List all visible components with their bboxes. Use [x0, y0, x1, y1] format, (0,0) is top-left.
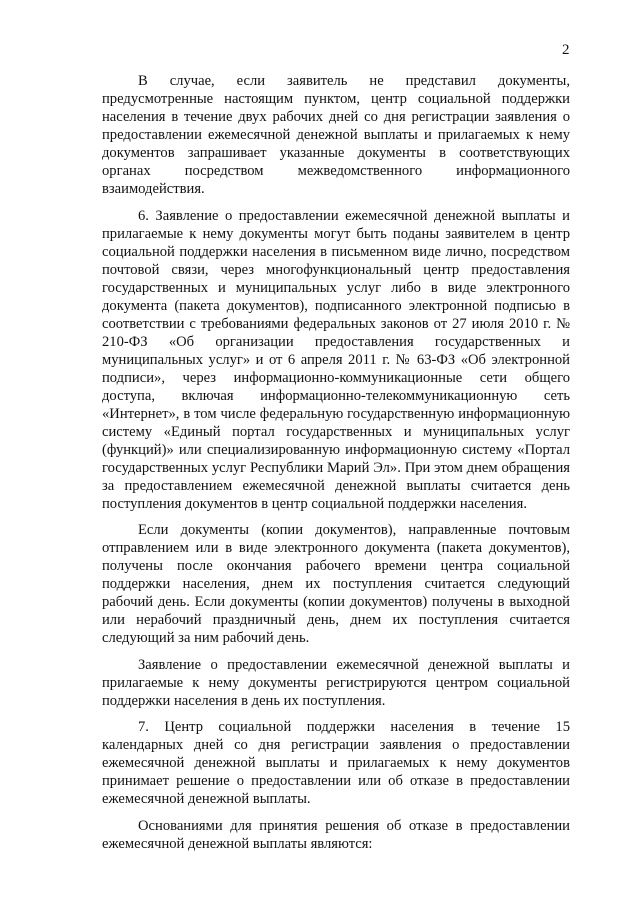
page-number: 2: [562, 42, 570, 58]
paragraph-2: 6. Заявление о предоставлении ежемесячной денежной выплаты и прилагаемые к нему документы могут быть поданы заявителем в центр социальной поддержки населения в письменном виде лично, посредством почтовой связи, через многофункциональный центр предоставления государственных и муниципальных услуг либо в виде электронного документа (пакета документов), подписанного электронной подписью в соответствии с требованиями федеральных законов от 27 июля 2010 г. № 210-ФЗ «Об организации предоставления государственных и муниципальных услуг» и от 6 апреля 2011 г. № 63-ФЗ «Об электронной подписи», через информационно-коммуникационные сети общего доступа, включая информационно-телекоммуникационную сеть «Интернет», в том числе федеральную государственную информационную систему «Единый портал государственных и муниципальных услуг (функций)» или специализированную информационную систему «Портал государственных услуг Республики Марий Эл». При этом днем обращения за предоставлением ежемесячной денежной выплаты считается день поступления документов в центр социальной поддержки населения.: [102, 207, 570, 512]
paragraph-6: Основаниями для принятия решения об отказе в предоставлении ежемесячной денежной выплаты являются:: [102, 817, 570, 852]
paragraph-5: 7. Центр социальной поддержки населения в течение 15 календарных дней со дня регистрации заявления о предоставлении ежемесячной денежной выплаты и прилагаемых к нему документов принимает решение о предоставлении или об отказе в предоставлении ежемесячной денежной выплаты.: [102, 719, 570, 807]
paragraph-3: Если документы (копии документов), направленные почтовым отправлением или в виде электронного документа (пакета документов), получены после окончания рабочего времени центра социальной поддержки населения, днем их поступления считается следующий рабочий день. Если документы (копии документов) получены в выходной или нерабочий праздничный день, днем их поступления считается следующий за ним рабочий день.: [102, 522, 570, 646]
paragraph-1: В случае, если заявитель не представил документы, предусмотренные настоящим пунктом, центр социальной поддержки населения в течение двух рабочих дней со дня регистрации заявления о предоставлении ежемесячной денежной выплаты и прилагаемых к нему документов запрашивает указанные документы в соответствующих органах посредством межведомственного информационного взаимодействия.: [102, 73, 570, 197]
paragraph-4: Заявление о предоставлении ежемесячной денежной выплаты и прилагаемые к нему документы регистрируются центром социальной поддержки населения в день их поступления.: [102, 656, 570, 709]
document-body: [102, 72, 570, 861]
